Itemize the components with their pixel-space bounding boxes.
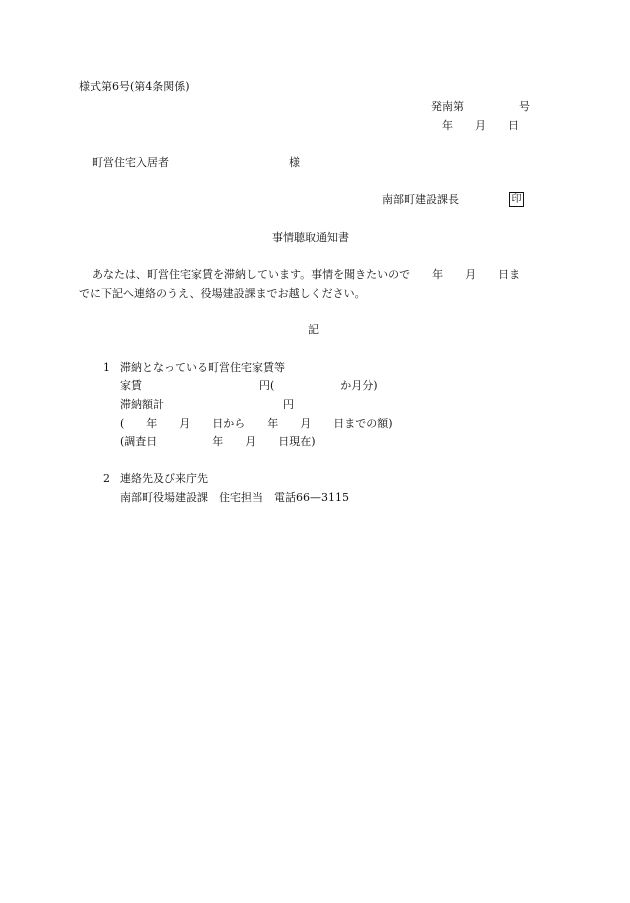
item2-number: 2 bbox=[103, 472, 110, 485]
total-value: 円 bbox=[283, 398, 294, 411]
seal-box: 印 bbox=[509, 192, 524, 207]
addressee: 町営住宅入居者 bbox=[92, 156, 169, 169]
sender: 南部町建設課長 bbox=[382, 193, 459, 206]
contact-info: 南部町役場建設課 住宅担当 電話66—3115 bbox=[120, 491, 349, 504]
issue-number: 発南第 号 bbox=[431, 100, 530, 113]
total-label: 滞納額計 bbox=[120, 398, 164, 411]
rent-label: 家賃 bbox=[120, 379, 142, 392]
item1-heading: 滞納となっている町営住宅家賃等 bbox=[120, 361, 285, 374]
doc-title: 事情聴取通知書 bbox=[272, 231, 349, 244]
period: ( 年 月 日から 年 月 日までの額) bbox=[120, 417, 393, 430]
ki-label: 記 bbox=[308, 323, 319, 336]
body-line-2: でに下記へ連絡のうえ、役場建設課までお越しください。 bbox=[79, 287, 366, 300]
issue-date: 年 月 日 bbox=[442, 119, 519, 132]
body-line-1: あなたは、町営住宅家賃を滞納しています。事情を聞きたいので 年 月 日ま bbox=[92, 268, 521, 281]
item2-heading: 連絡先及び来庁先 bbox=[120, 472, 208, 485]
honorific: 様 bbox=[289, 156, 300, 169]
item1-number: 1 bbox=[103, 361, 110, 374]
survey-date: (調査日 年 月 日現在) bbox=[120, 435, 316, 448]
form-number: 様式第6号(第4条関係) bbox=[79, 80, 190, 93]
rent-value: 円( か月分) bbox=[259, 379, 378, 392]
